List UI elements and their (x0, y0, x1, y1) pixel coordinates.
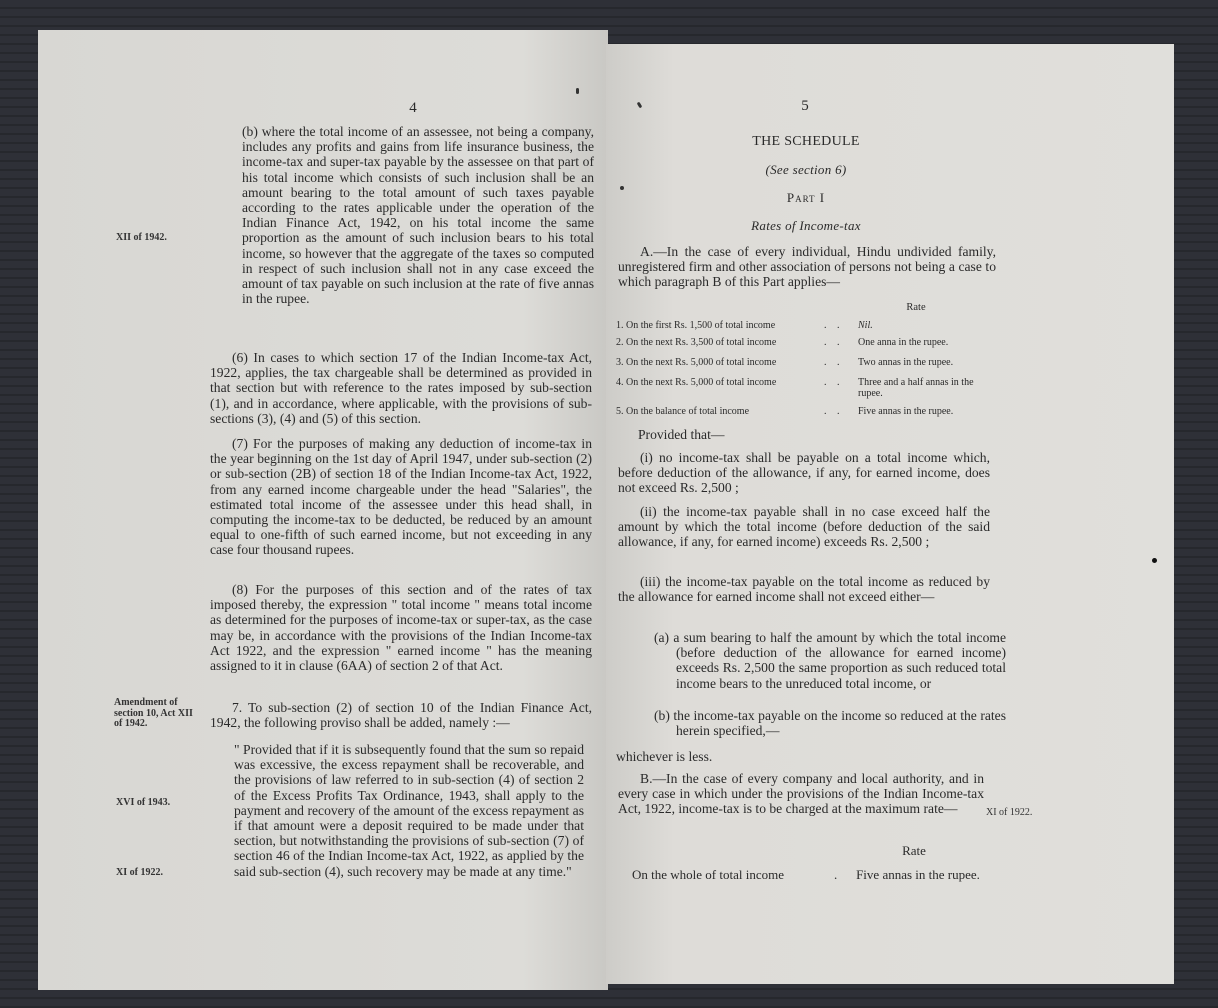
proviso-i-text: (i) no income-tax shall be payable on a total income which, before deduction of the allowance, if any, for earned income, does not exceed Rs. 2,500 ; (618, 450, 990, 496)
proviso-ii-text: (ii) the income-tax payable shall in no case exceed half the amount by which the total income (before deduction of the said allowance, if any, for earned income) exceeds Rs. 2,500 ; (618, 504, 990, 550)
rate-value: Five annas in the rupee. (858, 406, 954, 417)
rate-value: Nil. (858, 320, 873, 331)
proviso-iii (618, 574, 990, 604)
paragraph-a-text: A.—In the case of every individual, Hindu undivided family, unregistered firm and other association of persons not being a case to which paragraph B of this Part applies— (618, 244, 996, 290)
margin-note-amendment: Amendment of section 10, Act XII of 1942. (114, 697, 193, 729)
rate-value: One anna in the rupee. (858, 337, 949, 348)
clause-b-text: (b) where the total income of an assessee, not being a company, includes any profits and gains from life insurance business, the income-tax and super-tax payable by the assessee on that part of his total income which consists of such inclusion shall be an amount bearing to the total amount of such taxes payable according to the rates applicable under the operation of the Indian Finance Act, 1942, on his total income the same proportion as the amount of such inclusion bears to his total income, so however that the aggregate of the taxes so computed in respect of such inclusion shall not in any case exceed the amount of tax payable on such inclusion at the rate of five annas in the rupee. (242, 124, 594, 307)
subsection-7 (210, 436, 592, 558)
subsection-6 (210, 350, 592, 426)
subsection-7-text: (7) For the purposes of making any deduction of income-tax in the year beginning on the 1st day of April 1947, under sub-section (2) or sub-section (2B) of section 18 of the Indian Income-tax Act, 1922, from any earned income chargeable under the head "Salaries", the estimated total income of the assessee under this head shall, in computing the income-tax to be deducted, be reduced by an amount equal to one-fifth of such earned income, but not exceeding in any case four thousand rupees. (210, 436, 592, 558)
section-7-text: 7. To sub-section (2) of section 10 of the Indian Finance Act, 1942, the following proviso shall be added, namely :— (210, 700, 592, 731)
paper-mark (637, 102, 643, 109)
part-heading: Part I (786, 190, 826, 205)
subsection-6-text: (6) In cases to which section 17 of the Indian Income-tax Act, 1922, applies, the tax chargeable shall be determined as provided in that section but with reference to the rates imposed by sub-section (1), and in accordance, where applicable, with the provisions of sub-sections (3), (4) and (5) of this section. (210, 350, 592, 426)
whichever-text: whichever is less. (616, 749, 713, 764)
leader-dots: . . (824, 406, 844, 417)
paragraph-b-text: B.—In the case of every company and local authority, and in every case in which under the provisions of the Indian Income-tax Act, 1922, income-tax is to be charged at the maximum rate— (618, 771, 984, 817)
paper-mark (576, 88, 579, 94)
subsection-8 (210, 582, 592, 673)
subsection-8-text: (8) For the purposes of this section and of the rates of tax imposed thereby, the expression " total income " means total income as determined for the purposes of income-tax or super-tax, as the case may be, in accordance with the provisions of the Indian Income-tax Act 1922, and the expression " earned income " has the meaning assigned to it in clause (6AA) of section 2 of that Act. (210, 582, 592, 674)
sub-clause-a (654, 630, 1006, 691)
leader-dots: . . (824, 320, 844, 331)
paragraph-a (618, 244, 996, 290)
proviso (234, 742, 584, 879)
rates-title: Rates of Income-tax (751, 218, 861, 233)
page-number: 5 (801, 98, 809, 114)
paper-mark (620, 186, 624, 190)
margin-note-xi-1922: XI of 1922. (986, 807, 1033, 818)
rate-value: Three and a half annas in the rupee. (858, 377, 974, 399)
leader-dots: . . (824, 337, 844, 348)
margin-note-xvi-1943: XVI of 1943. (116, 797, 171, 808)
provided-that (638, 427, 838, 442)
margin-note-xi-1922: XI of 1922. (116, 867, 163, 878)
leader-dots: . . (824, 377, 844, 388)
schedule-title: THE SCHEDULE (752, 134, 860, 149)
clause-b (242, 124, 594, 306)
rate-header: Rate (906, 302, 926, 313)
provided-that-text: Provided that— (638, 427, 725, 442)
rate-header-b: Rate (902, 843, 926, 858)
left-page (38, 30, 608, 990)
rate-label: 4. On the next Rs. 5,000 of total income (616, 377, 777, 388)
sub-clause-b-text: (b) the income-tax payable on the income so reduced at the rates herein specified,— (654, 708, 1006, 739)
rate-label: 1. On the first Rs. 1,500 of total income (616, 320, 776, 331)
page-number: 4 (409, 100, 417, 116)
proviso-ii (618, 504, 990, 550)
rate-label: 3. On the next Rs. 5,000 of total income (616, 357, 777, 368)
paragraph-b (618, 771, 984, 817)
sub-clause-a-text: (a) a sum bearing to half the amount by which the total income (before deduction of the allowance for earned income) exceeds Rs. 2,500 the same proportion as such reduced total income bears to the unreduced total income, or (654, 630, 1006, 691)
whole-income-label: On the whole of total income (632, 867, 784, 882)
proviso-iii-text: (iii) the income-tax payable on the total income as reduced by the allowance for earned income shall not exceed either— (618, 574, 990, 605)
right-page (606, 44, 1174, 984)
see-section: (See section 6) (765, 162, 847, 177)
leader-dot: . (834, 867, 838, 882)
leader-dots: . . (824, 357, 844, 368)
rate-label: 2. On the next Rs. 3,500 of total income (616, 337, 777, 348)
sub-clause-b (654, 708, 1006, 738)
desk-speck (1152, 558, 1157, 563)
rate-label: 5. On the balance of total income (616, 406, 750, 417)
whichever-is-less (616, 749, 816, 764)
section-7 (210, 700, 592, 730)
whole-income-rate: Five annas in the rupee. (856, 867, 980, 882)
proviso-text: " Provided that if it is subsequently found that the sum so repaid was excessive, the excess repayment shall be recoverable, and the provisions of law referred to in sub-section (4) of section 2 of the Excess Profits Tax Ordinance, 1943, shall apply to the payment and recovery of the amount of the excess repayment as if that amount were a deposit required to be made under that section, but notwithstanding the provisions of sub-section (7) of section 46 of the Indian Income-tax Act, 1922, as applied by the said sub-section (4), such recovery may be made at any time." (234, 742, 584, 879)
proviso-i (618, 450, 990, 496)
margin-note-xii-1942: XII of 1942. (116, 232, 167, 243)
rate-value: Two annas in the rupee. (858, 357, 954, 368)
